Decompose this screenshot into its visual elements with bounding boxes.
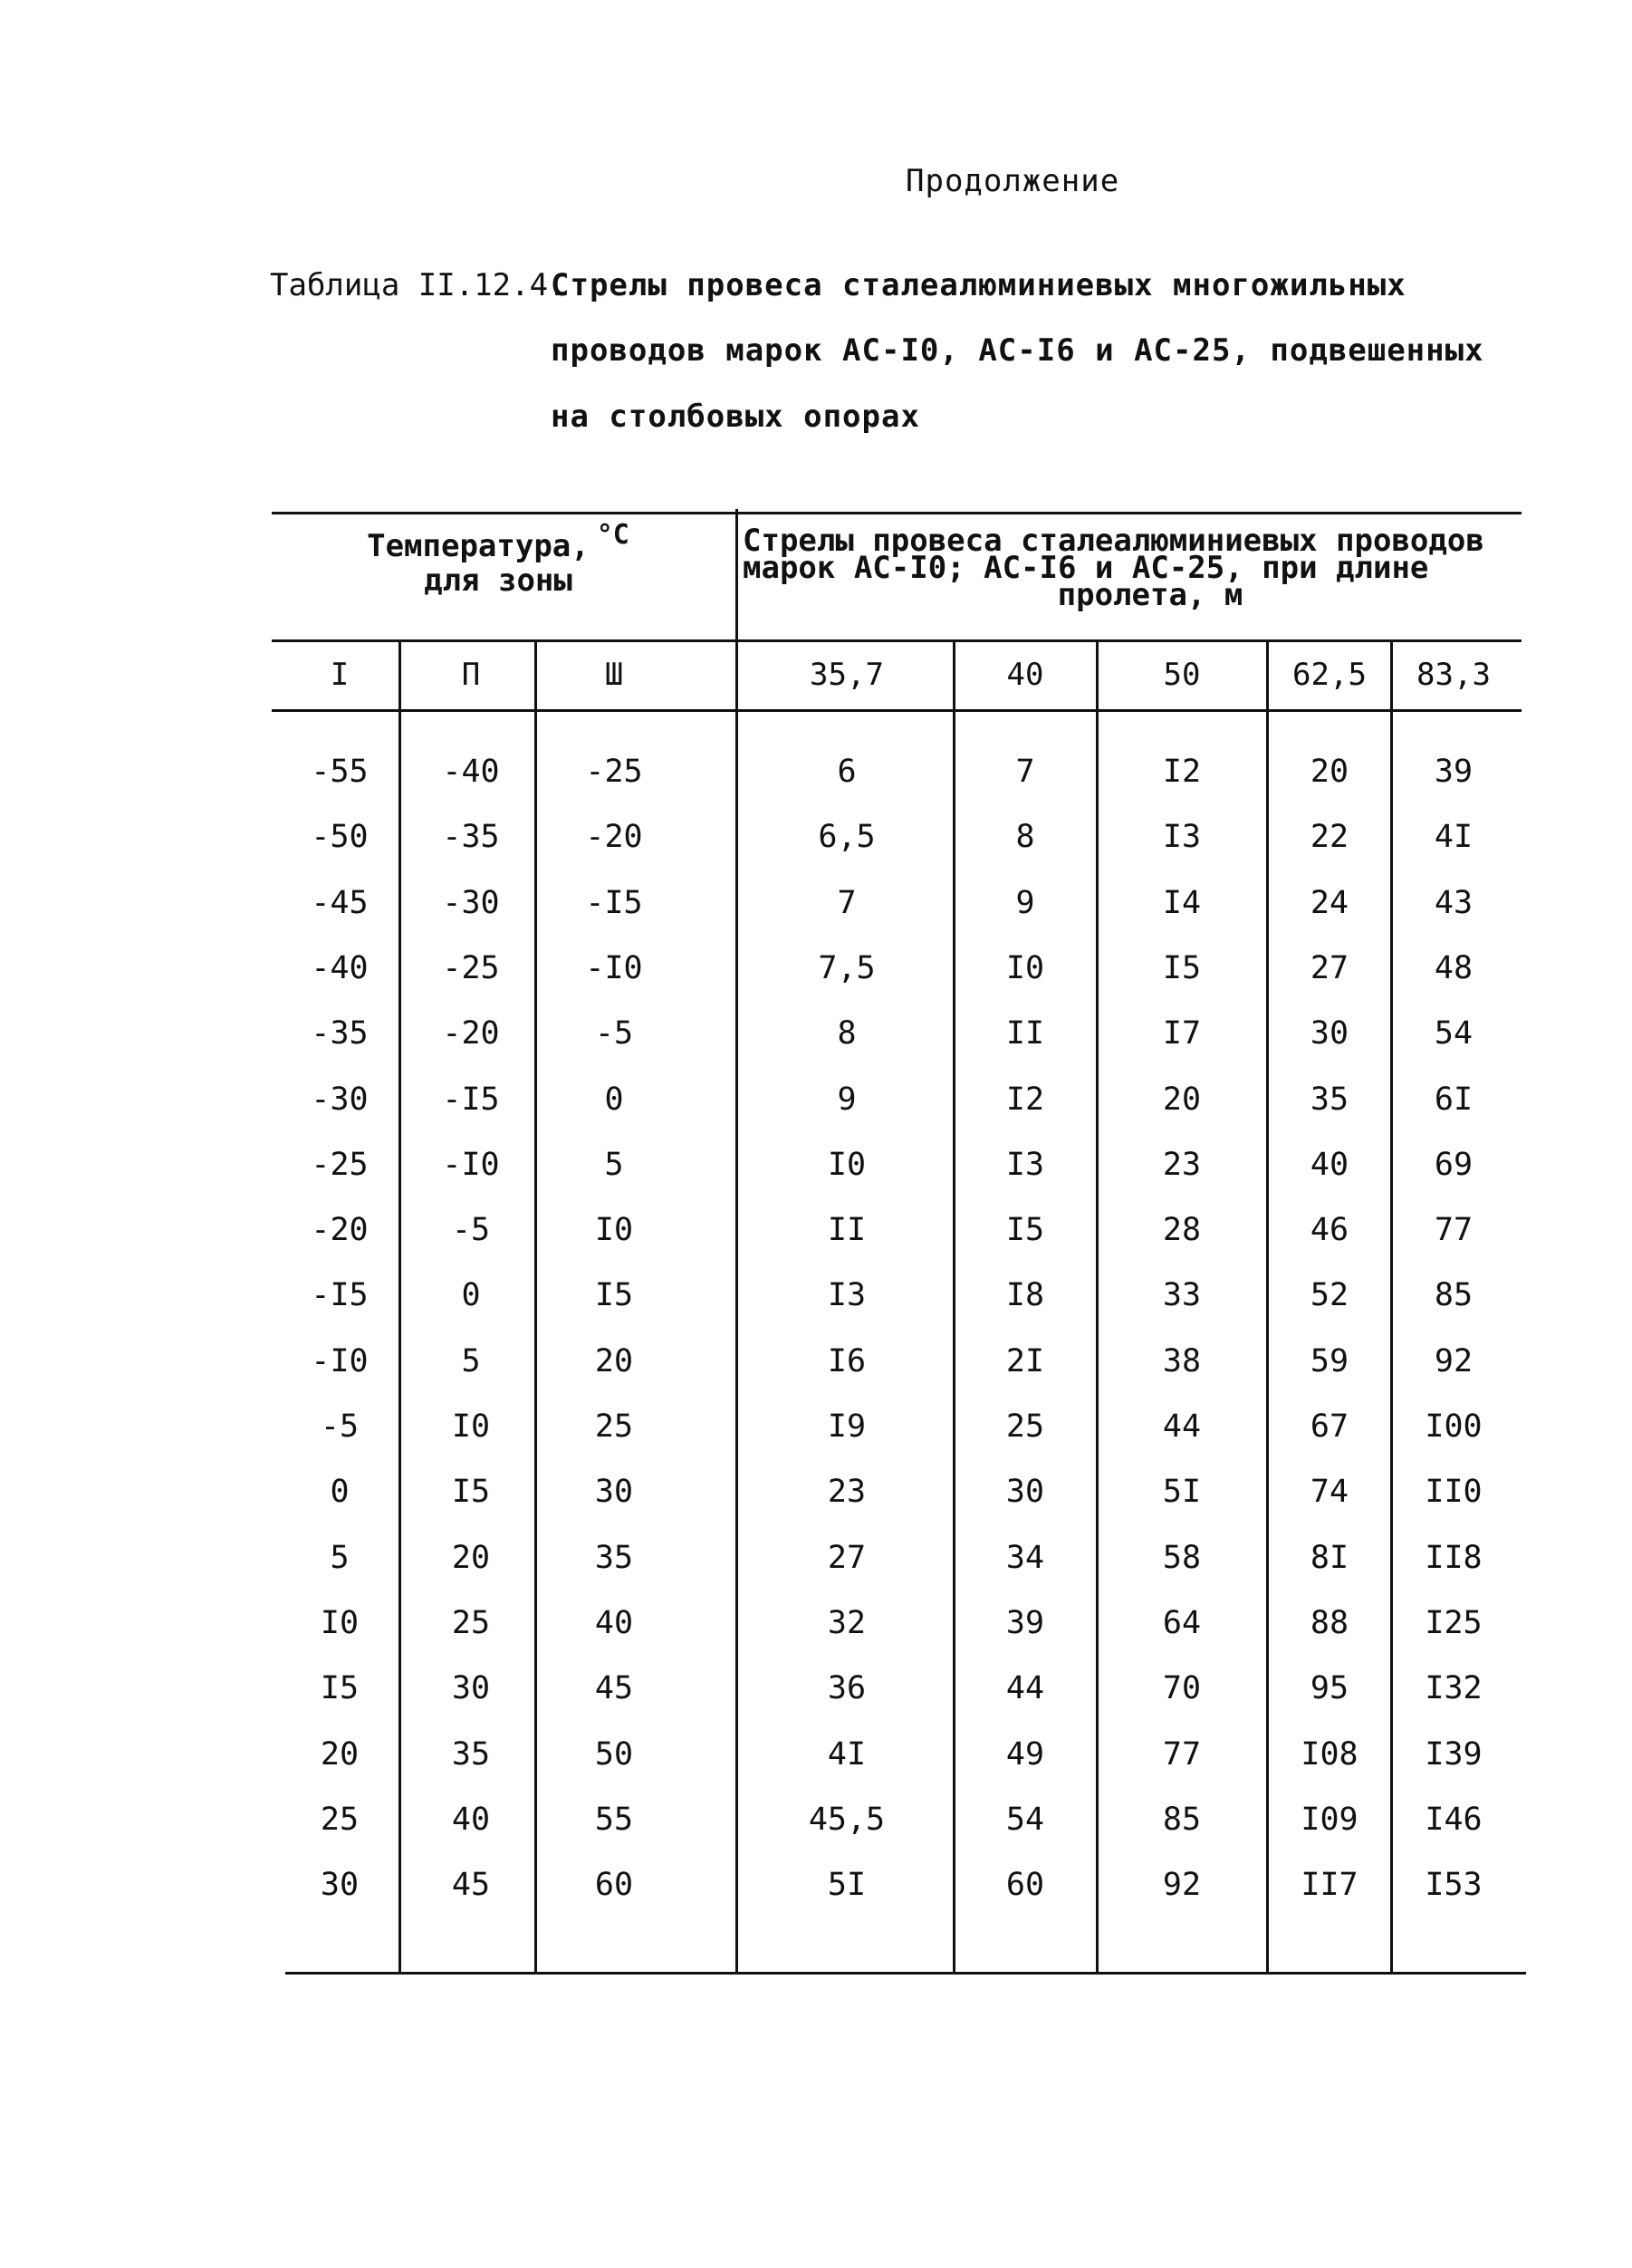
sag-cell: 85 (1162, 1801, 1202, 1838)
sag-cell: 30 (1310, 1015, 1349, 1052)
table-title-line-3: на столбовых опорах (551, 399, 920, 435)
temperature-cell: 25 (594, 1408, 634, 1445)
temperature-cell: -40 (442, 754, 500, 790)
temperature-cell: -35 (442, 819, 500, 856)
sag-cell: 69 (1434, 1146, 1474, 1183)
sag-cell: 33 (1162, 1277, 1202, 1314)
sag-cell: I8 (1005, 1277, 1045, 1314)
sag-cell: 9 (837, 1081, 857, 1118)
sag-cell: 77 (1434, 1212, 1474, 1249)
temperature-cell: 30 (451, 1670, 491, 1707)
sag-cell: 52 (1310, 1277, 1349, 1314)
sag-cell: 7 (1015, 754, 1035, 790)
sag-cell: 28 (1162, 1212, 1202, 1249)
temperature-cell: -40 (311, 949, 369, 986)
temperature-cell: -20 (442, 1015, 500, 1052)
temperature-cell: 25 (320, 1801, 360, 1838)
sag-cell: 7 (837, 884, 857, 921)
sag-cell: 46 (1310, 1212, 1349, 1249)
table-top-rule (272, 512, 1522, 514)
temperature-cell: -25 (311, 1146, 369, 1183)
sag-cell: 88 (1310, 1604, 1349, 1641)
sag-cell: 92 (1434, 1342, 1474, 1379)
sag-cell: I7 (1162, 1015, 1202, 1052)
sag-cell: 2I (1005, 1342, 1045, 1379)
sag-cell: I6 (827, 1342, 867, 1379)
sag-cell: 32 (827, 1604, 867, 1641)
sag-cell: I3 (827, 1277, 867, 1314)
sag-cell: 39 (1434, 754, 1474, 790)
sag-cell: II8 (1425, 1539, 1483, 1576)
sag-cell: 70 (1162, 1670, 1202, 1707)
sag-cell: I9 (827, 1408, 867, 1445)
temperature-cell: 45 (451, 1867, 491, 1904)
temperature-cell: -30 (442, 884, 500, 921)
temperature-cell: I5 (320, 1670, 360, 1707)
sag-cell: 5I (827, 1867, 867, 1904)
sag-cell: I5 (1162, 949, 1202, 986)
span-column-header: 62,5 (1292, 657, 1367, 693)
temperature-cell: 60 (594, 1867, 634, 1904)
sag-cell: 60 (1005, 1867, 1045, 1904)
temperature-cell: 40 (594, 1604, 634, 1641)
sag-cell: 77 (1162, 1735, 1202, 1773)
sag-cell: I09 (1301, 1801, 1358, 1838)
temperature-cell: -25 (442, 949, 500, 986)
temperature-cell: 25 (451, 1604, 491, 1641)
temperature-cell: 55 (594, 1801, 634, 1838)
temperature-cell: 50 (594, 1735, 634, 1773)
sag-cell: 48 (1434, 949, 1474, 986)
temperature-cell: 45 (594, 1670, 634, 1707)
sag-cell: 45,5 (808, 1801, 886, 1838)
temperature-cell: -20 (585, 819, 643, 856)
sag-cell: 23 (1162, 1146, 1202, 1183)
sag-cell: 25 (1005, 1408, 1045, 1445)
temperature-cell: 20 (320, 1735, 360, 1773)
column-divider (1096, 641, 1099, 1973)
sag-cell: 20 (1162, 1081, 1202, 1118)
sag-cell: 58 (1162, 1539, 1202, 1576)
sag-cell: I0 (1005, 949, 1045, 986)
sag-cell: 43 (1434, 884, 1474, 921)
sag-cell: 8 (837, 1015, 857, 1052)
temperature-cell: I0 (451, 1408, 491, 1445)
temperature-cell: -5 (451, 1212, 491, 1249)
temperature-cell: -I5 (585, 884, 643, 921)
sag-header-line-2: марок АС-I0; АС-I6 и АС-25, при длине (743, 550, 1429, 586)
sag-cell: 8I (1310, 1539, 1349, 1576)
column-divider (735, 509, 738, 1973)
temperature-cell: 5 (604, 1146, 624, 1183)
temperature-cell: I5 (451, 1474, 491, 1511)
temperature-cell: 35 (594, 1539, 634, 1576)
sag-header (743, 523, 1522, 613)
sag-cell: 44 (1005, 1670, 1045, 1707)
sag-cell: II7 (1301, 1867, 1358, 1904)
sag-cell: I5 (1005, 1212, 1045, 1249)
sag-cell: II0 (1425, 1474, 1483, 1511)
zone-column-header: Ш (604, 657, 624, 693)
span-column-header: 35,7 (810, 657, 884, 693)
sag-cell: 95 (1310, 1670, 1349, 1707)
sag-cell: 92 (1162, 1867, 1202, 1904)
sag-cell: 85 (1434, 1277, 1474, 1314)
sag-cell: 59 (1310, 1342, 1349, 1379)
sag-cell: 6 (837, 754, 857, 790)
sag-cell: 34 (1005, 1539, 1045, 1576)
temperature-cell: 0 (604, 1081, 624, 1118)
sag-cell: 7,5 (818, 949, 876, 986)
temperature-cell: -I0 (311, 1342, 369, 1379)
sag-cell: 22 (1310, 819, 1349, 856)
sag-cell: I25 (1425, 1604, 1483, 1641)
temperature-header-zone: для зоны (424, 562, 572, 599)
sag-cell: 8 (1015, 819, 1035, 856)
temperature-cell: I5 (594, 1277, 634, 1314)
temperature-cell: 20 (594, 1342, 634, 1379)
temperature-cell: -I0 (442, 1146, 500, 1183)
sag-cell: I08 (1301, 1735, 1358, 1773)
sag-cell: 67 (1310, 1408, 1349, 1445)
span-column-header: 83,3 (1416, 657, 1491, 693)
sag-cell: 64 (1162, 1604, 1202, 1641)
temperature-cell: 20 (451, 1539, 491, 1576)
temperature-cell: I0 (594, 1212, 634, 1249)
sag-cell: 49 (1005, 1735, 1045, 1773)
zone-column-header: I (330, 657, 350, 693)
temperature-cell: -I5 (311, 1277, 369, 1314)
temperature-header-label: Температура, (367, 528, 590, 564)
continuation-label: Продолжение (906, 163, 1120, 199)
sag-cell: I32 (1425, 1670, 1483, 1707)
sag-cell: 38 (1162, 1342, 1202, 1379)
span-column-header: 50 (1163, 657, 1201, 693)
sag-header-line-3: пролета, м (1057, 577, 1243, 613)
column-divider (953, 641, 955, 1973)
sag-cell: I4 (1162, 884, 1202, 921)
temperature-cell: 30 (594, 1474, 634, 1511)
sag-cell: I2 (1162, 754, 1202, 790)
temperature-cell: 0 (330, 1474, 350, 1511)
table-title-line-1: Стрелы провеса сталеалюминиевых многожильных (551, 267, 1406, 303)
column-divider (398, 641, 401, 1973)
temperature-cell: -I5 (442, 1081, 500, 1118)
sag-cell: I46 (1425, 1801, 1483, 1838)
sag-cell: 4I (827, 1735, 867, 1773)
temperature-cell: -35 (311, 1015, 369, 1052)
zone-column-header: П (461, 657, 481, 693)
temperature-cell: -30 (311, 1081, 369, 1118)
temperature-cell: I0 (320, 1604, 360, 1641)
sag-cell: I3 (1005, 1146, 1045, 1183)
sag-cell: 6I (1434, 1081, 1474, 1118)
subheader-divider (272, 709, 1522, 712)
temperature-cell: 5 (330, 1539, 350, 1576)
sag-cell: I2 (1005, 1081, 1045, 1118)
header-divider (272, 639, 1522, 642)
sag-cell: II (827, 1212, 867, 1249)
sag-cell: II (1005, 1015, 1045, 1052)
table-title-line-2: проводов марок АС-I0, АС-I6 и АС-25, подвешенных (551, 332, 1484, 369)
temperature-cell: -20 (311, 1212, 369, 1249)
sag-cell: 6,5 (818, 819, 876, 856)
sag-cell: 39 (1005, 1604, 1045, 1641)
temperature-cell: 40 (451, 1801, 491, 1838)
sag-cell: 9 (1015, 884, 1035, 921)
table-bottom-rule (285, 1972, 1526, 1975)
sag-cell: 36 (827, 1670, 867, 1707)
temperature-cell: -50 (311, 819, 369, 856)
temperature-cell: 30 (320, 1867, 360, 1904)
table-number: Таблица II.12.4. (270, 267, 567, 303)
sag-cell: I00 (1425, 1408, 1483, 1445)
column-divider (1266, 641, 1269, 1973)
sag-cell: I0 (827, 1146, 867, 1183)
sag-cell: 23 (827, 1474, 867, 1511)
sag-cell: I53 (1425, 1867, 1483, 1904)
temperature-cell: -5 (320, 1408, 360, 1445)
sag-cell: 27 (827, 1539, 867, 1576)
sag-cell: 35 (1310, 1081, 1349, 1118)
sag-cell: 30 (1005, 1474, 1045, 1511)
sag-cell: 5I (1162, 1474, 1202, 1511)
temperature-cell: 5 (461, 1342, 481, 1379)
sag-header-line-1: Стрелы провеса сталеалюминиевых проводов (743, 523, 1484, 559)
span-column-header: 40 (1006, 657, 1044, 693)
temperature-cell: -55 (311, 754, 369, 790)
temperature-cell: -I0 (585, 949, 643, 986)
sag-cell: 44 (1162, 1408, 1202, 1445)
temperature-unit: °С (596, 519, 629, 551)
temperature-cell: 0 (461, 1277, 481, 1314)
sag-cell: 27 (1310, 949, 1349, 986)
sag-cell: 74 (1310, 1474, 1349, 1511)
sag-cell: I3 (1162, 819, 1202, 856)
sag-cell: 4I (1434, 819, 1474, 856)
sag-cell: I39 (1425, 1735, 1483, 1773)
temperature-cell: -45 (311, 884, 369, 921)
sag-cell: 24 (1310, 884, 1349, 921)
sag-cell: 40 (1310, 1146, 1349, 1183)
temperature-cell: -5 (594, 1015, 634, 1052)
temperature-header (272, 519, 725, 599)
sag-cell: 54 (1005, 1801, 1045, 1838)
sag-cell: 20 (1310, 754, 1349, 790)
temperature-cell: 35 (451, 1735, 491, 1773)
sag-cell: 54 (1434, 1015, 1474, 1052)
temperature-cell: -25 (585, 754, 643, 790)
